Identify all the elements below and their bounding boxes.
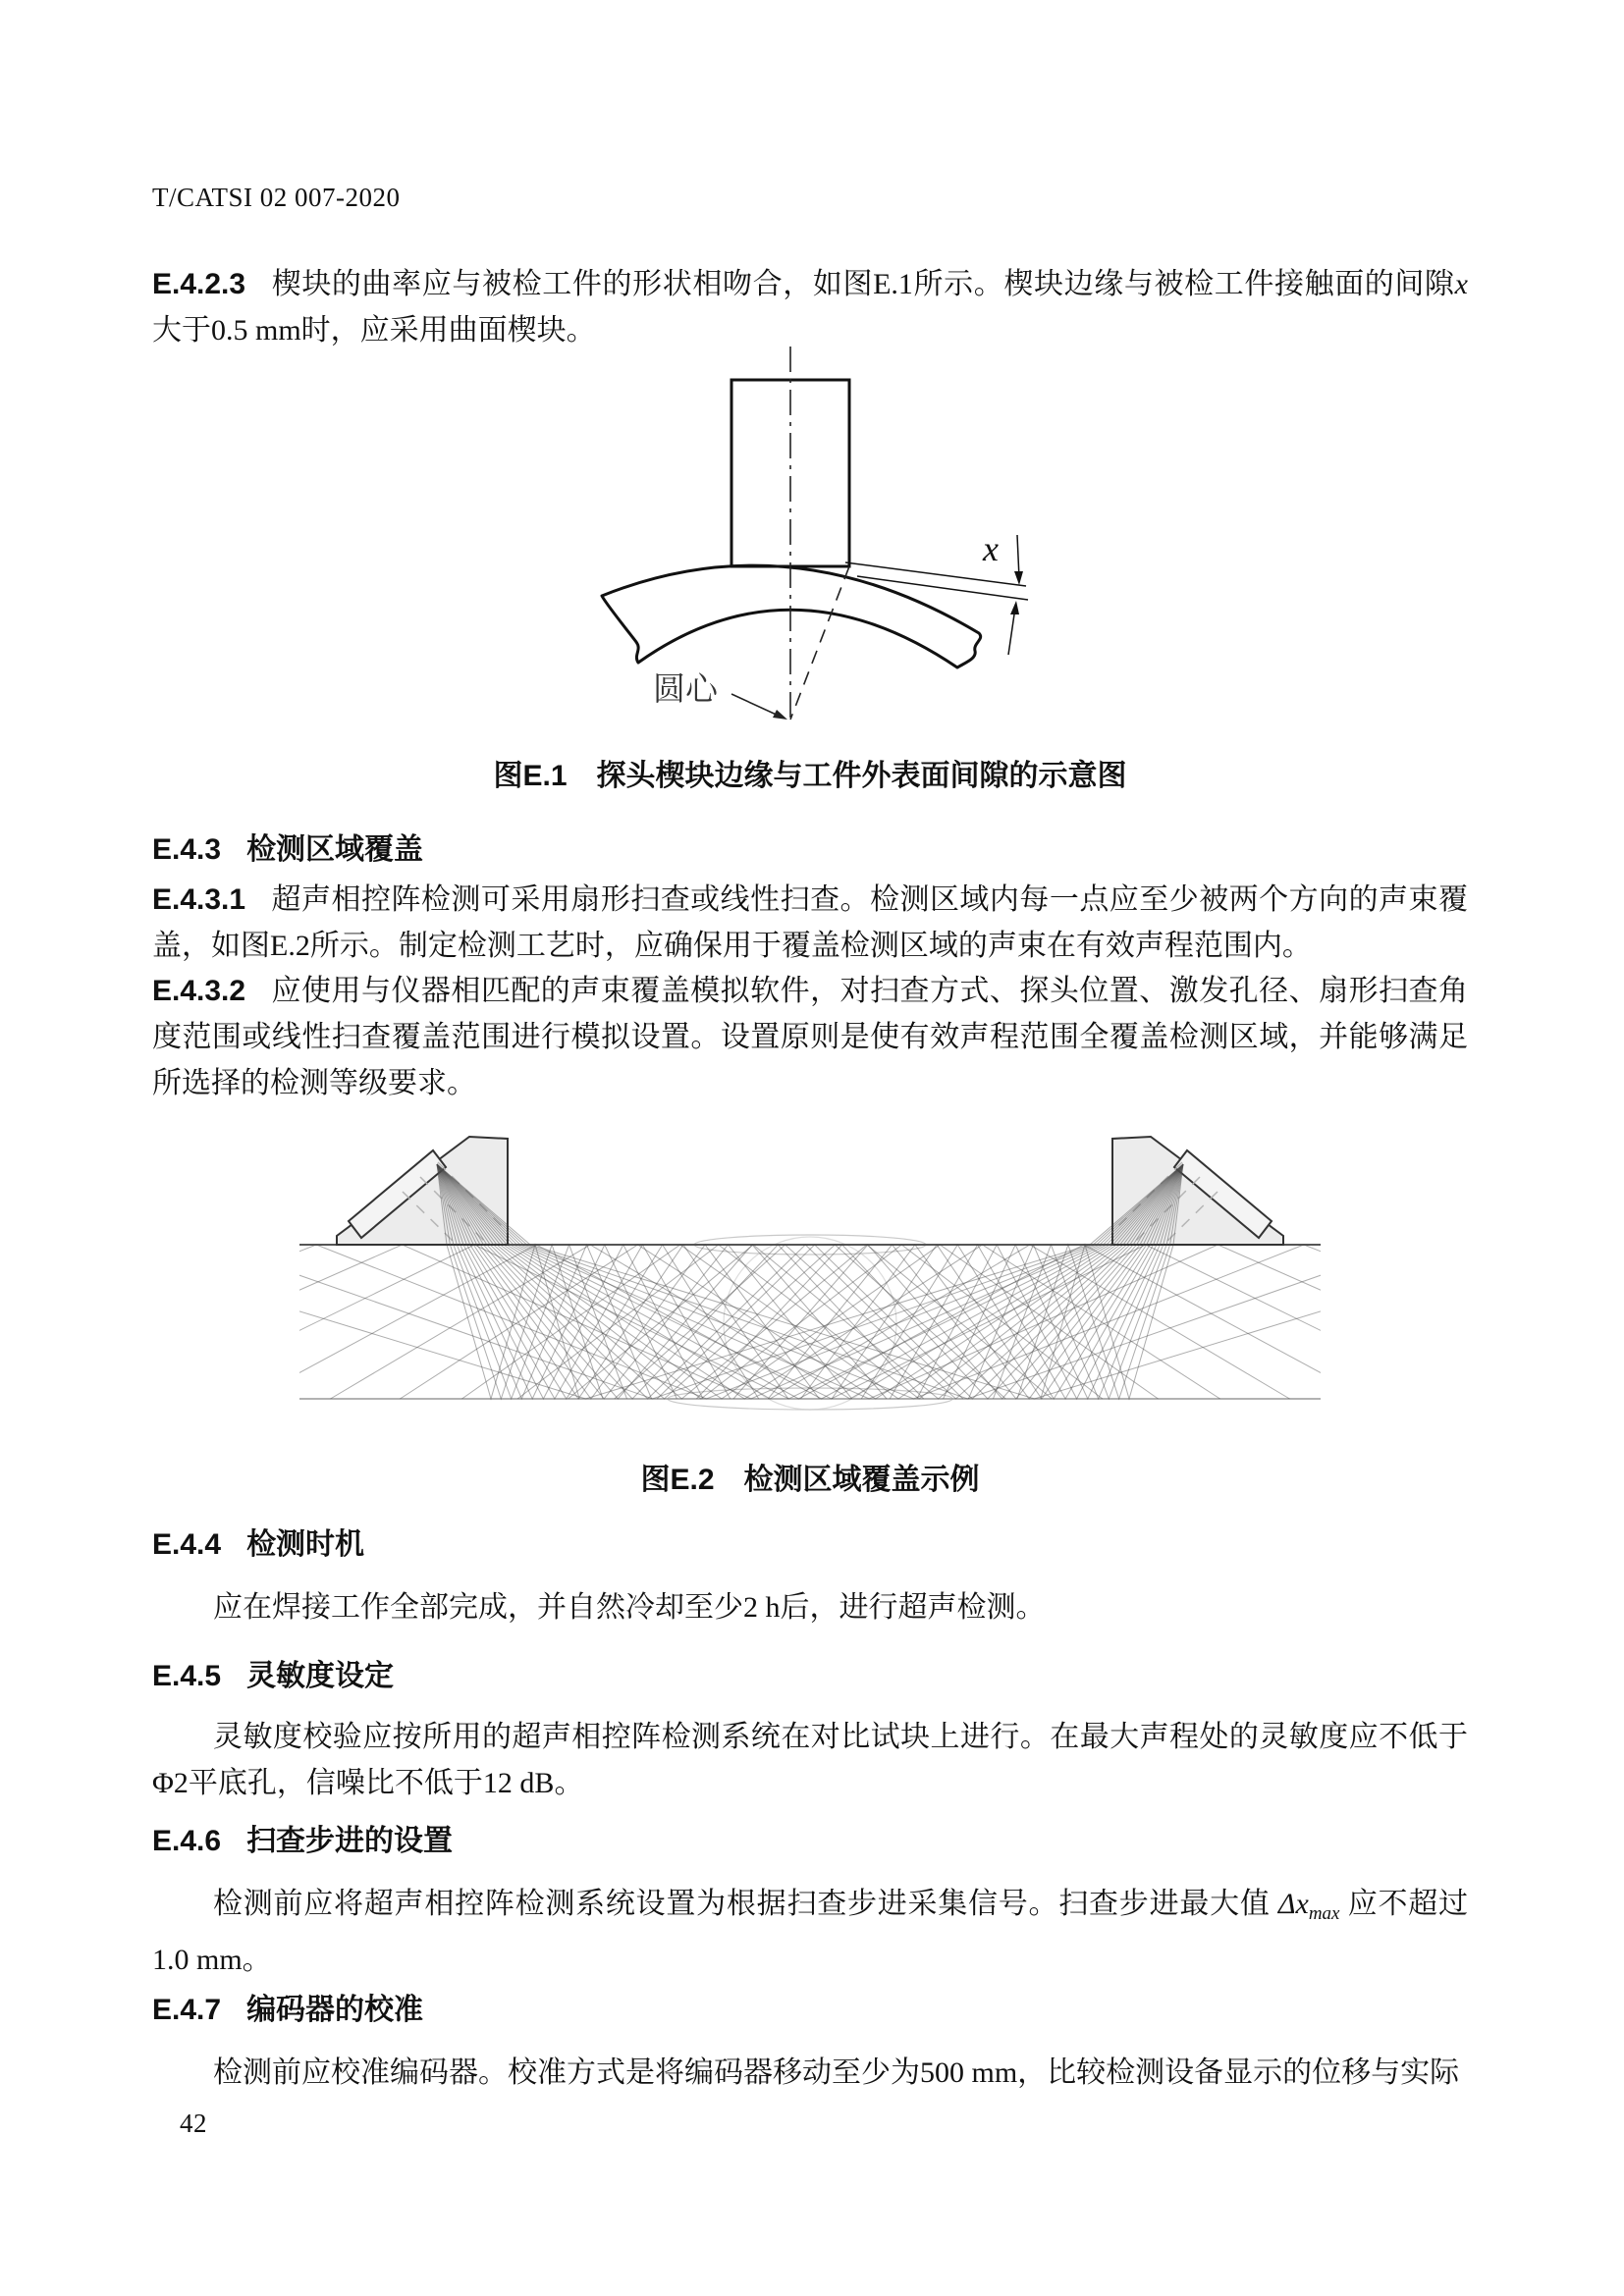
clause-e431 — [152, 877, 1468, 969]
figure-e1-wedge-gap-schematic — [545, 339, 1056, 736]
clause-e47-text: 检测前应校准编码器。校准方式是将编码器移动至少为500 mm，比较检测设备显示的位移与实际 — [213, 2056, 1460, 2089]
clause-e423-number: E.4.2.3 — [152, 268, 246, 300]
clause-e44-text: 应在焊接工作全部完成，并自然冷却至少2 h后，进行超声检测。 — [213, 1591, 1046, 1624]
clause-e432 — [152, 968, 1468, 1106]
clause-e46-text-a: 检测前应将超声相控阵检测系统设置为根据扫查步进采集信号。扫查步进最大值 — [213, 1888, 1278, 1920]
heading-e47-title: 编码器的校准 — [246, 1994, 424, 2026]
clause-e431-number: E.4.3.1 — [152, 883, 246, 916]
heading-e45-number: E.4.5 — [152, 1660, 222, 1692]
circle-center-label: 圆心 — [653, 672, 718, 708]
heading-e46-number: E.4.6 — [152, 1825, 222, 1857]
page-number: 42 — [180, 2109, 207, 2138]
clause-e46 — [152, 1881, 1468, 1983]
gap-arrow-lower-shaft — [1008, 608, 1015, 655]
clause-e45-text: 灵敏度校验应按所用的超声相控阵检测系统在对比试块上进行。在最大声程处的灵敏度应不低于Φ2平底孔，信噪比不低于12 dB。 — [152, 1721, 1468, 1799]
gap-dimension-label: x — [983, 529, 999, 568]
delta-x-symbol: Δx — [1277, 1888, 1309, 1920]
heading-e44-title: 检测时机 — [246, 1528, 365, 1561]
figure-e1-drawing — [545, 339, 1056, 736]
gap-upper-line — [845, 562, 1026, 586]
heading-e43-number: E.4.3 — [152, 833, 222, 866]
curved-workpiece — [602, 565, 981, 667]
clause-e423-x-symbol: x — [1454, 268, 1468, 300]
heading-e47 — [152, 1985, 423, 2028]
heading-e45 — [152, 1651, 394, 1694]
heading-e46-title: 扫查步进的设置 — [246, 1825, 454, 1857]
circle-center-arrow-shaft — [731, 694, 781, 717]
figure-e2-coverage-example — [299, 1131, 1321, 1425]
heading-e47-number: E.4.7 — [152, 1994, 222, 2026]
heading-e44 — [152, 1520, 364, 1563]
delta-x-subscript: max — [1308, 1903, 1340, 1924]
figure-e2-drawing — [299, 1131, 1321, 1425]
clause-e423-text-a: 楔块的曲率应与被检工件的形状相吻合，如图E.1所示。楔块边缘与被检工件接触面的间隙 — [271, 268, 1455, 300]
document-code: T/CATSI 02 007-2020 — [152, 183, 401, 212]
clause-e432-number: E.4.3.2 — [152, 975, 246, 1007]
heading-e44-number: E.4.4 — [152, 1528, 222, 1561]
clause-e423-text-b: 大于0.5 mm时，应采用曲面楔块。 — [152, 314, 596, 347]
circle-center-arrow-head — [773, 710, 787, 720]
figure-e2-caption: 图E.2 检测区域覆盖示例 — [640, 1464, 980, 1496]
heading-e43-title: 检测区域覆盖 — [246, 833, 424, 866]
clause-e431-text: 超声相控阵检测可采用扇形扫查或线性扫查。检测区域内每一点应至少被两个方向的声束覆盖，如图E.2所示。制定检测工艺时，应确保用于覆盖检测区域的声束在有效声程范围内。 — [152, 883, 1468, 962]
heading-e45-title: 灵敏度设定 — [246, 1660, 395, 1692]
gap-arrow-lower-head — [1010, 601, 1019, 614]
heading-e46 — [152, 1816, 453, 1859]
clause-e432-text: 应使用与仪器相匹配的声束覆盖模拟软件，对扫查方式、探头位置、激发孔径、扇形扫查角度范围或线性扫查覆盖范围进行模拟设置。设置原则是使有效声程范围全覆盖检测区域，并能够满足所选择的检测等级要求。 — [152, 975, 1468, 1099]
clause-e46-text-b: 应不超过1.0 mm。 — [152, 1888, 1469, 1976]
heading-e43 — [152, 825, 423, 868]
gap-arrow-upper-head — [1014, 571, 1023, 585]
figure-e1-caption: 图E.1 探头楔块边缘与工件外表面间隙的示意图 — [493, 760, 1127, 792]
